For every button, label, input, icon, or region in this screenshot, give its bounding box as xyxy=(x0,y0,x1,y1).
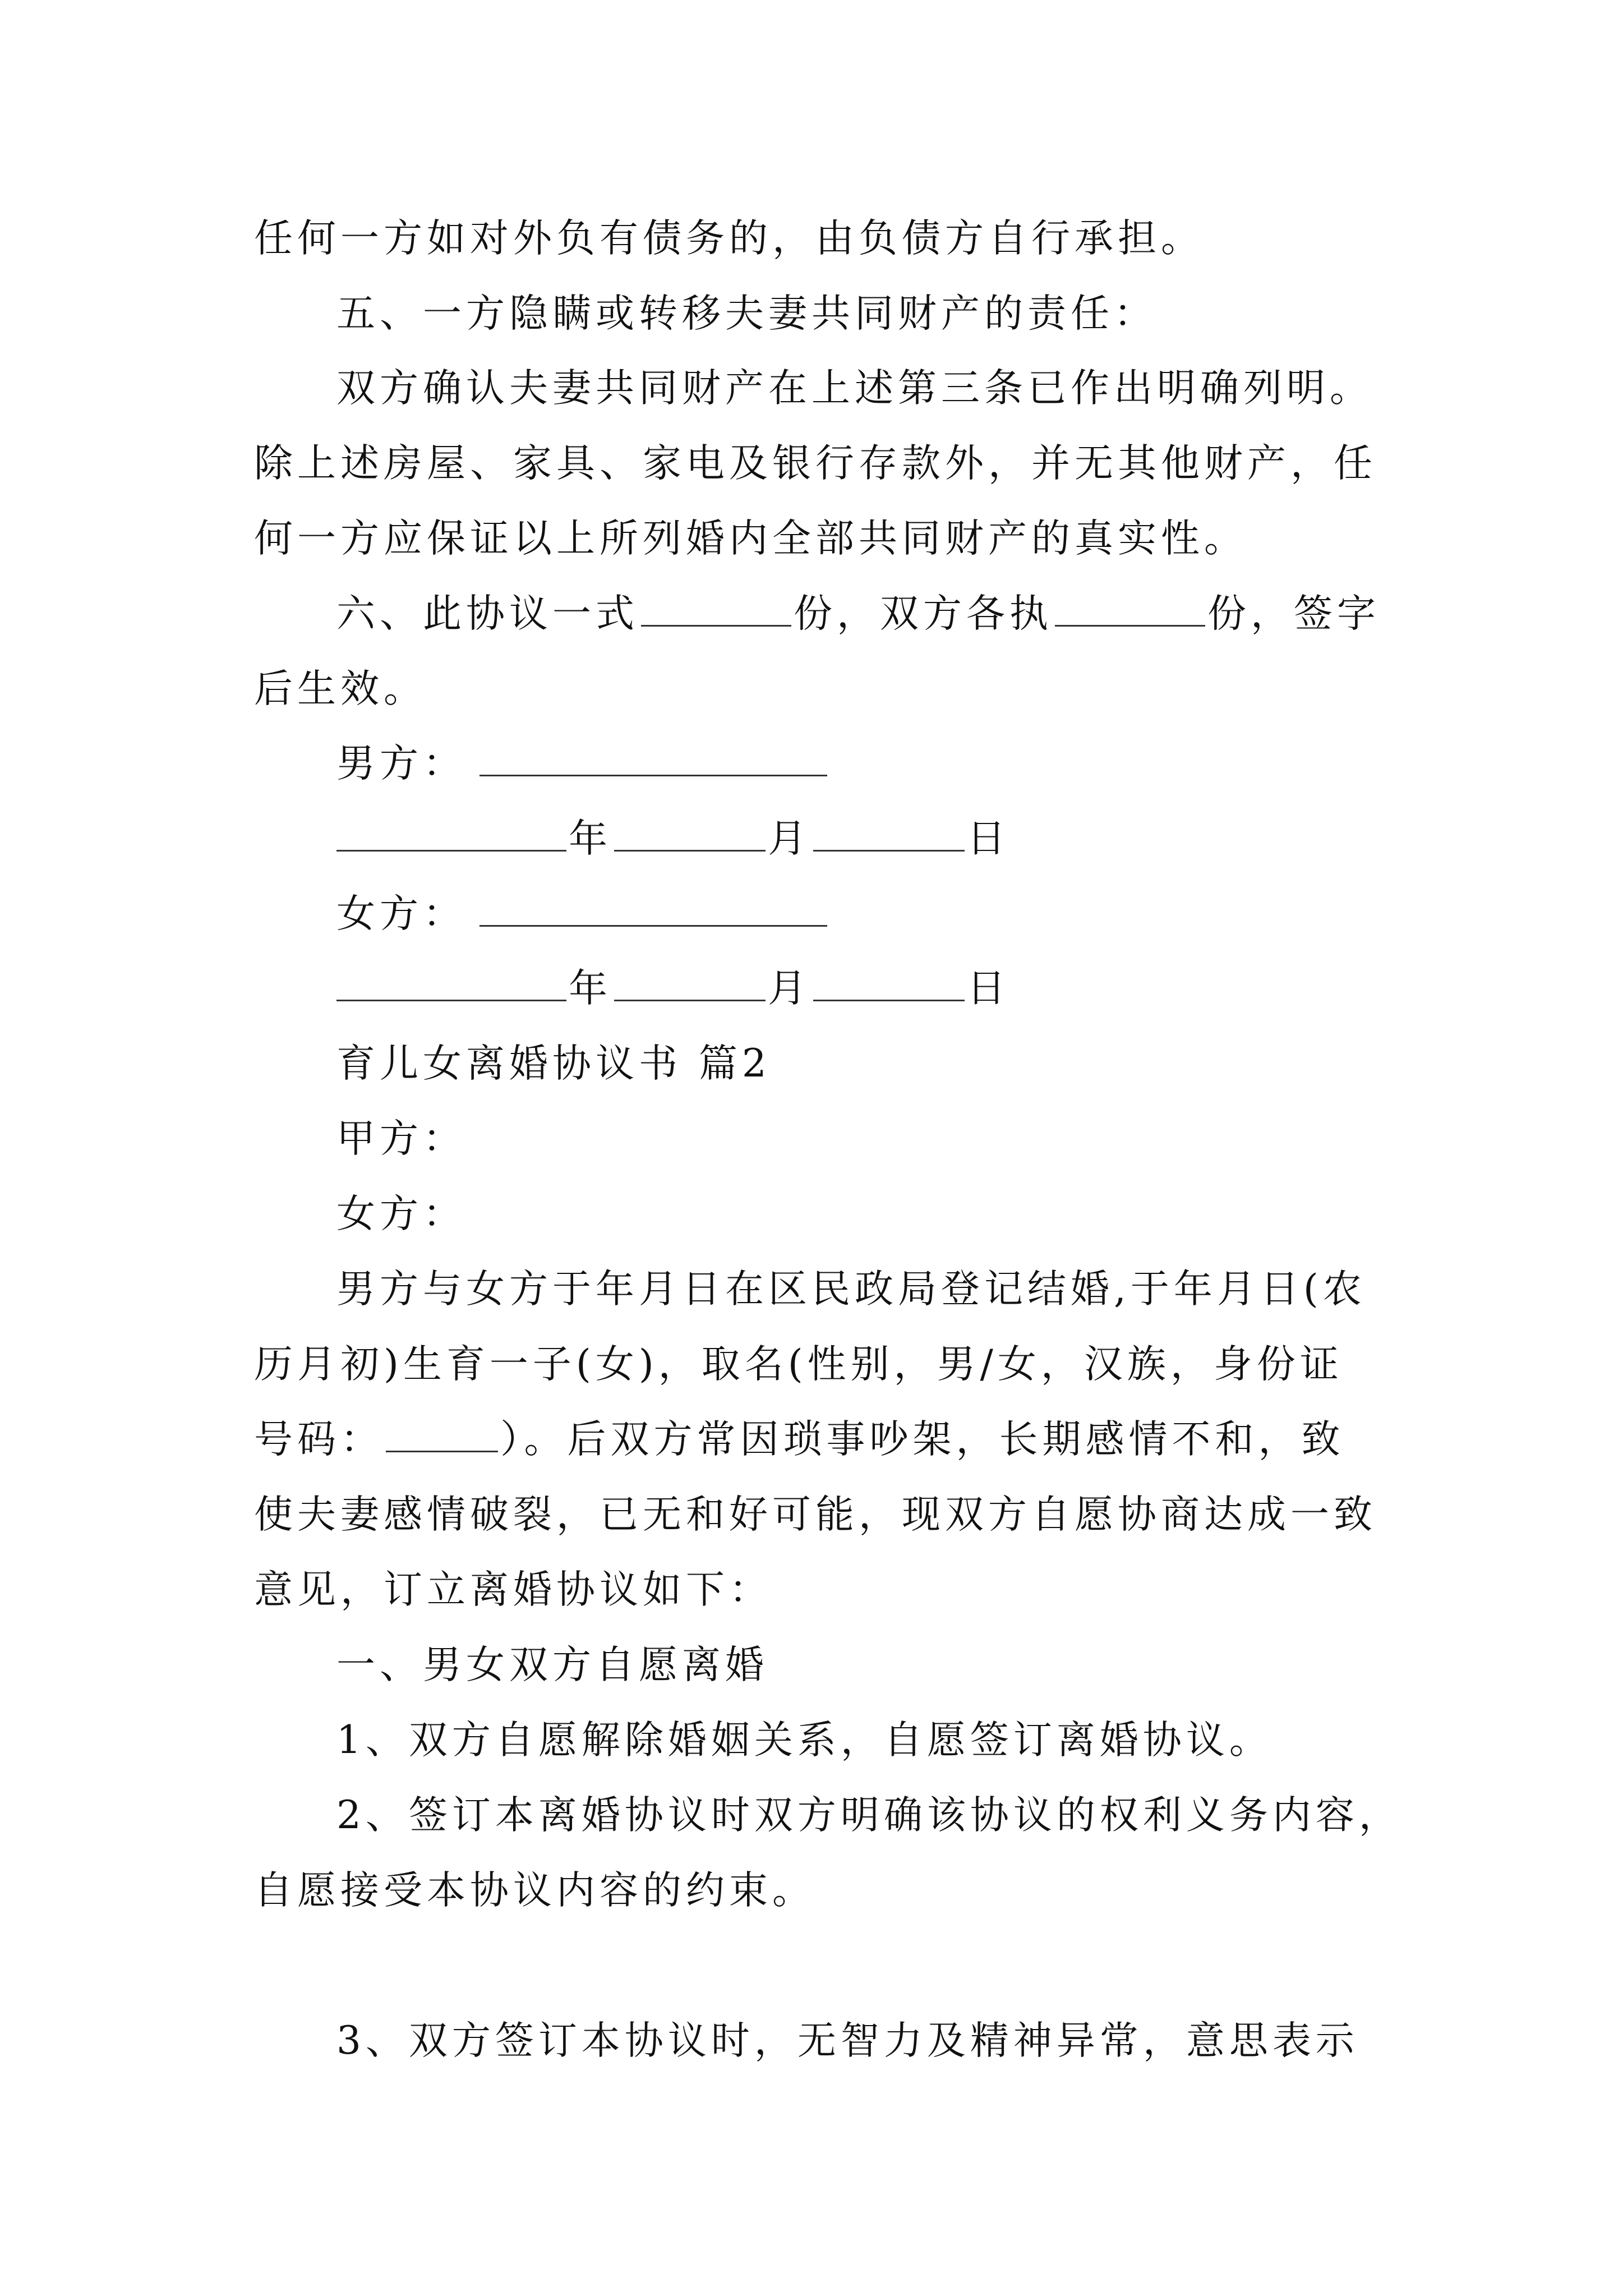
clause-6-text: 份，双方各执 xyxy=(794,591,1053,636)
copies-each-blank xyxy=(1055,593,1205,627)
month-blank xyxy=(614,818,766,852)
clause-5-heading: 五、一方隐瞒或转移夫妻共同财产的责任： xyxy=(336,291,1157,336)
male-date-line xyxy=(336,813,1010,864)
day-blank xyxy=(813,968,965,1001)
body-line: 双方确认夫妻共同财产在上述第三条已作出明确列明。 xyxy=(336,366,1373,411)
intro-line: 历月初)生育一子(女)，取名(性别，男/女，汉族，身份证 xyxy=(254,1342,1343,1387)
month-label: 月 xyxy=(768,816,811,861)
female-date-line xyxy=(336,963,1010,1014)
year-label: 年 xyxy=(569,966,612,1011)
clause-6-line xyxy=(336,588,1380,639)
day-blank xyxy=(813,818,965,852)
female-label: 女方： xyxy=(336,891,466,936)
party-a-label: 甲方： xyxy=(336,1116,466,1161)
id-number-blank xyxy=(386,1419,498,1452)
month-label: 月 xyxy=(768,966,811,1011)
year-blank xyxy=(336,818,566,852)
year-label: 年 xyxy=(569,816,612,861)
intro-line: 使夫妻感情破裂，已无和好可能，现双方自愿协商达成一致 xyxy=(254,1492,1377,1537)
article-item: 1、双方自愿解除婚姻关系，自愿签订离婚协议。 xyxy=(336,1718,1272,1763)
month-blank xyxy=(614,968,766,1001)
body-line: 除上述房屋、家具、家电及银行存款外，并无其他财产，任 xyxy=(254,441,1377,486)
article-1-heading: 一、男女双方自愿离婚 xyxy=(336,1642,768,1687)
section-2-heading: 育儿女离婚协议书 篇2 xyxy=(336,1041,771,1086)
female-signature-line xyxy=(336,889,829,939)
copies-blank xyxy=(641,593,791,627)
party-b-label: 女方： xyxy=(336,1191,466,1236)
day-label: 日 xyxy=(967,816,1010,861)
intro-line: 男方与女方于年月日在区民政局登记结婚,于年月日(农 xyxy=(336,1267,1366,1312)
male-label: 男方： xyxy=(336,741,466,786)
id-suffix: ）。后双方常因琐事吵架，长期感情不和，致 xyxy=(500,1417,1345,1462)
body-line: 任何一方如对外负有债务的，由负债方自行承担。 xyxy=(254,216,1204,261)
article-item: 2、签订本离婚协议时双方明确该协议的权利义务内容， xyxy=(336,1793,1402,1838)
article-item-continuation: 自愿接受本协议内容的约束。 xyxy=(254,1868,815,1913)
article-item: 3、双方签订本协议时，无智力及精神异常，意思表示 xyxy=(336,2018,1359,2063)
clause-6-continuation: 后生效。 xyxy=(254,666,427,711)
male-signature-blank xyxy=(479,743,827,776)
intro-line: 意见，订立离婚协议如下： xyxy=(254,1567,772,1612)
clause-6-text: 六、此协议一式 xyxy=(336,591,639,636)
female-signature-blank xyxy=(479,894,827,927)
intro-id-line xyxy=(254,1414,1345,1465)
year-blank xyxy=(336,968,566,1001)
body-line: 何一方应保证以上所列婚内全部共同财产的真实性。 xyxy=(254,516,1247,561)
id-prefix: 号码： xyxy=(254,1417,384,1462)
clause-6-text: 份，签字 xyxy=(1207,591,1380,636)
day-label: 日 xyxy=(967,966,1010,1011)
male-signature-line xyxy=(336,738,829,789)
